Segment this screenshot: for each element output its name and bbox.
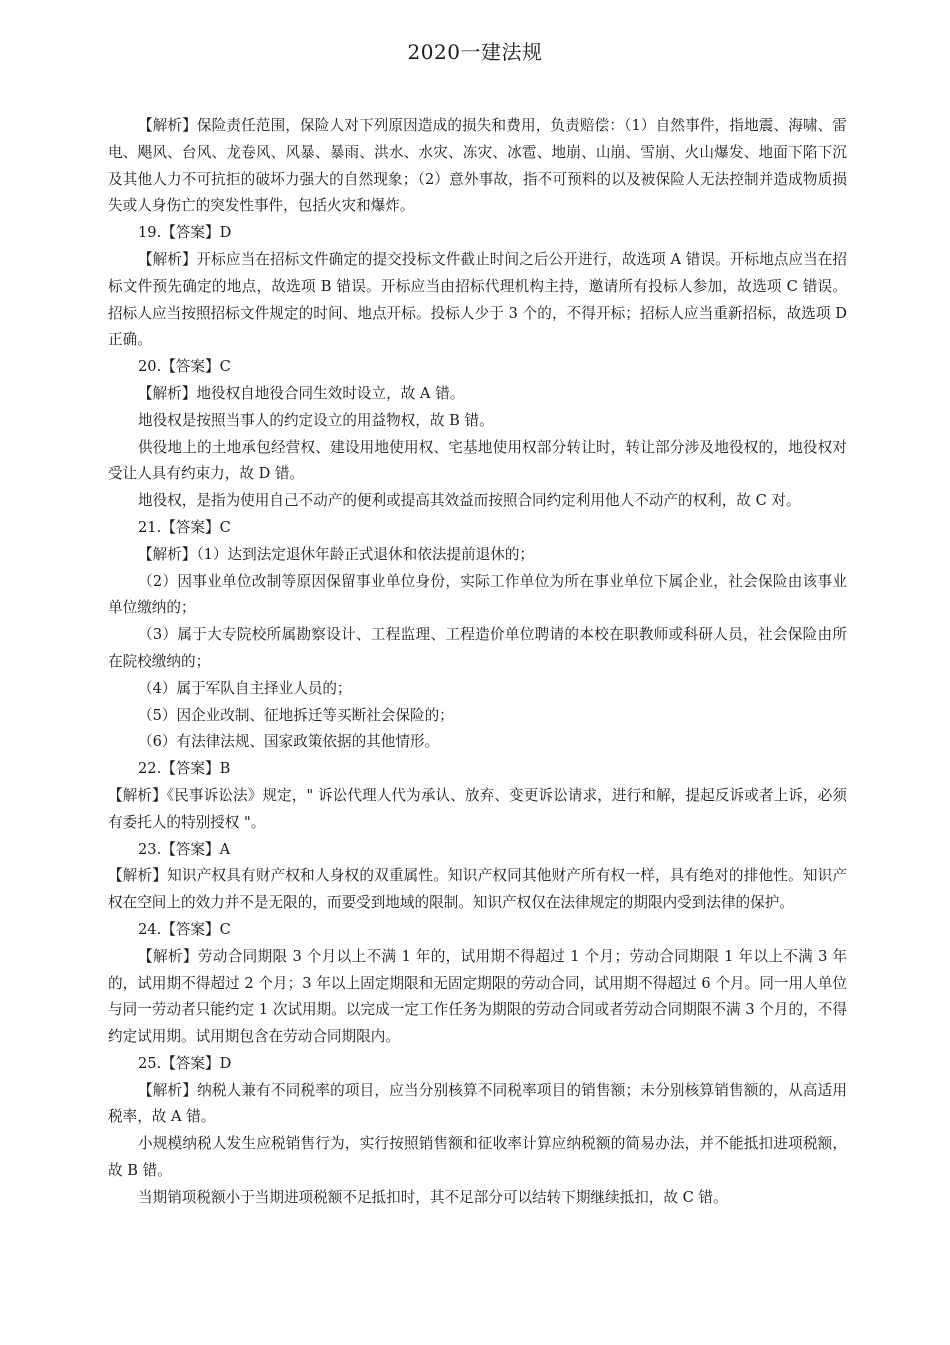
paragraph: （6）有法律法规、国家政策依据的其他情形。 — [138, 733, 440, 751]
answer-line: 23.【答案】A — [138, 840, 231, 858]
answer-line: 20.【答案】C — [138, 358, 231, 376]
answer-line: 22.【答案】B — [138, 760, 231, 778]
paragraph: 小规模纳税人发生应税销售行为，实行按照销售额和征收率计算应纳税额的简易办法，并不能抵扣进项税额，故 B 错。 — [108, 1135, 847, 1180]
paragraph: 【解析】纳税人兼有不同税率的项目，应当分别核算不同税率项目的销售额；未分别核算销售额的，从高适用税率，故 A 错。 — [108, 1081, 847, 1126]
answer-line: 24.【答案】C — [138, 920, 231, 938]
paragraph: 【解析】（1）达到法定退休年龄正式退休和依法提前退休的； — [138, 545, 535, 563]
document-body — [108, 113, 852, 1212]
answer-line: 19.【答案】D — [138, 224, 232, 242]
paragraph: 【解析】《民事诉讼法》规定，" 诉讼代理人代为承认、放弃、变更诉讼请求，进行和解，提起反诉或者上诉，必须有委托人的特别授权 "。 — [108, 786, 847, 831]
answer-line: 21.【答案】C — [138, 518, 231, 536]
paragraph: 地役权是按照当事人的约定设立的用益物权，故 B 错。 — [138, 411, 494, 429]
paragraph: （3）属于大专院校所属勘察设计、工程监理、工程造价单位聘请的本校在职教师或科研人员，社会保险由所在院校缴纳的； — [108, 626, 847, 670]
paragraph: 【解析】劳动合同期限 3 个月以上不满 1 年的，试用期不得超过 1 个月；劳动合同期限 1 年以上不满 3 年的，试用期不得超过 2 个月；3 年以上固定期限和无固定期限的劳动合同，试用期不得超过 6 个月。同一用人单位与同一劳动者只能约定 1 次试用期。以完成一定工作任务为期限的劳动合同或者劳动合同期限不满 3 个月的，不得约定试用期。试用期包含在劳动合同期限内。 — [108, 947, 847, 1046]
paragraph: （2）因事业单位改制等原因保留事业单位身份，实际工作单位为所在事业单位下属企业，社会保险由该事业单位缴纳的； — [108, 572, 847, 617]
paragraph: 【解析】地役权自地役合同生效时设立，故 A 错。 — [138, 384, 465, 402]
paragraph: 【解析】知识产权具有财产权和人身权的双重属性。知识产权同其他财产所有权一样，具有绝对的排他性。知识产权在空间上的效力并不是无限的，而要受到地域的限制。知识产权仅在法律规定的期限内受到法律的保护。 — [108, 867, 847, 912]
paragraph: （5）因企业改制、征地拆迁等买断社会保险的； — [138, 706, 454, 724]
paragraph: （4）属于军队自主择业人员的； — [138, 679, 352, 697]
paragraph: 【解析】保险责任范围，保险人对下列原因造成的损失和费用，负责赔偿：（1）自然事件，指地震、海啸、雷电、飓风、台风、龙卷风、风暴、暴雨、洪水、水灾、冻灾、冰雹、地崩、山崩、雪崩、火山爆发、地面下陷下沉及其他人力不可抗拒的破坏力强大的自然现象；（2）意外事故，指不可预料的以及被保险人无法控制并造成物质损失或人身伤亡的突发性事件，包括火灾和爆炸。 — [108, 117, 847, 215]
answer-line: 25.【答案】D — [138, 1054, 232, 1072]
paragraph: 【解析】开标应当在招标文件确定的提交投标文件截止时间之后公开进行，故选项 A 错误。开标地点应当在招标文件预先确定的地点，故选项 B 错误。开标应当由招标代理机构主持，邀请所有投标人参加，故选项 C 错误。招标人应当按照招标文件规定的时间、地点开标。投标人少于 3 个的，不得开标；招标人应当重新招标，故选项 D 正确。 — [108, 250, 852, 349]
page-header-title: 2020一建法规 — [407, 40, 543, 64]
paragraph: 地役权，是指为使用自己不动产的便利或提高其效益而按照合同约定利用他人不动产的权利，故 C 对。 — [138, 492, 801, 510]
paragraph: 当期销项税额小于当期进项税额不足抵扣时，其不足部分可以结转下期继续抵扣，故 C 错。 — [138, 1188, 728, 1206]
paragraph: 供役地上的土地承包经营权、建设用地使用权、宅基地使用权部分转让时，转让部分涉及地役权的，地役权对受让人具有约束力，故 D 错。 — [108, 438, 847, 483]
